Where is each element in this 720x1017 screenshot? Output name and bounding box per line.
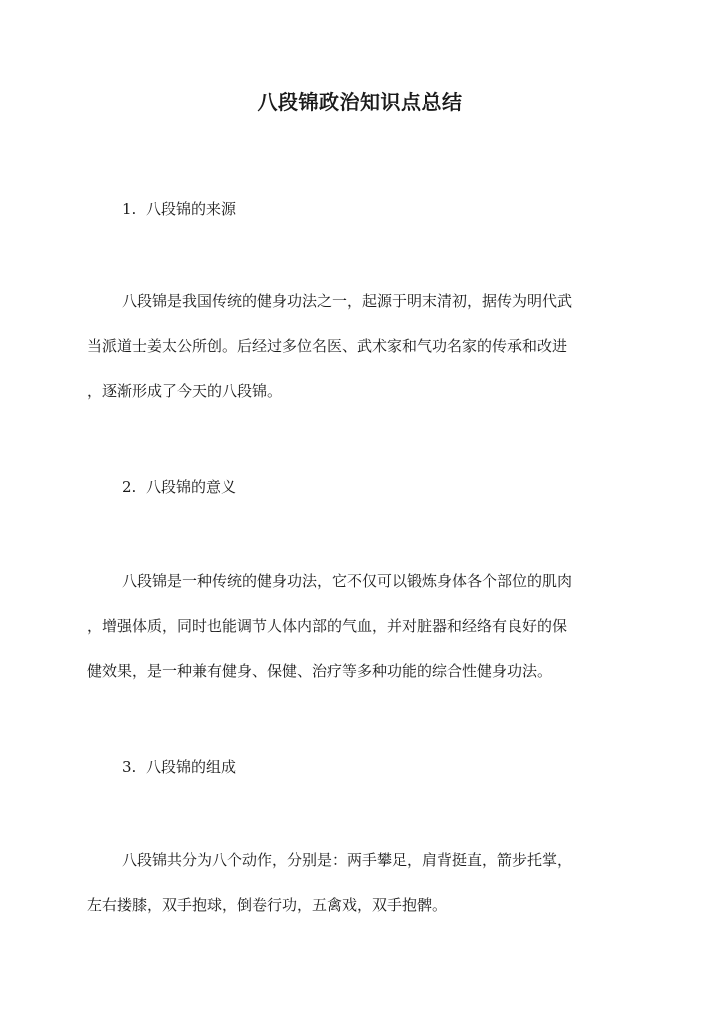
paragraph-line: 当派道士姜太公所创。后经过多位名医、武术家和气功名家的传承和改进 bbox=[87, 337, 568, 355]
section-heading-text: 八段锦的意义 bbox=[146, 478, 237, 496]
paragraph-line: 八段锦是一种传统的健身功法，它不仅可以锻炼身体各个部位的肌肉 bbox=[122, 572, 573, 590]
section-number: 3. bbox=[122, 758, 137, 776]
paragraph-line: 健效果，是一种兼有健身、保健、治疗等多种功能的综合性健身功法。 bbox=[87, 662, 553, 680]
section-number: 1. bbox=[122, 200, 137, 218]
paragraph-line: 八段锦是我国传统的健身功法之一，起源于明末清初，据传为明代武 bbox=[122, 292, 573, 310]
section-heading-2 bbox=[122, 476, 236, 498]
paragraph-line: ，增强体质，同时也能调节人体内部的气血，并对脏器和经络有良好的保 bbox=[87, 617, 568, 635]
section-heading-1 bbox=[122, 198, 236, 220]
paragraph-line: 八段锦共分为八个动作，分别是：两手攀足，肩背挺直，箭步托掌， bbox=[122, 851, 573, 869]
paragraph-line: 左右搂膝，双手抱球，倒卷行功，五禽戏，双手抱髀。 bbox=[87, 896, 448, 914]
section-heading-text: 八段锦的组成 bbox=[146, 758, 237, 776]
section-heading-3 bbox=[122, 756, 236, 778]
section-number: 2. bbox=[122, 478, 137, 496]
document-title: 八段锦政治知识点总结 bbox=[257, 90, 463, 114]
section-heading-text: 八段锦的来源 bbox=[146, 200, 237, 218]
paragraph-line: ，逐渐形成了今天的八段锦。 bbox=[87, 382, 283, 400]
